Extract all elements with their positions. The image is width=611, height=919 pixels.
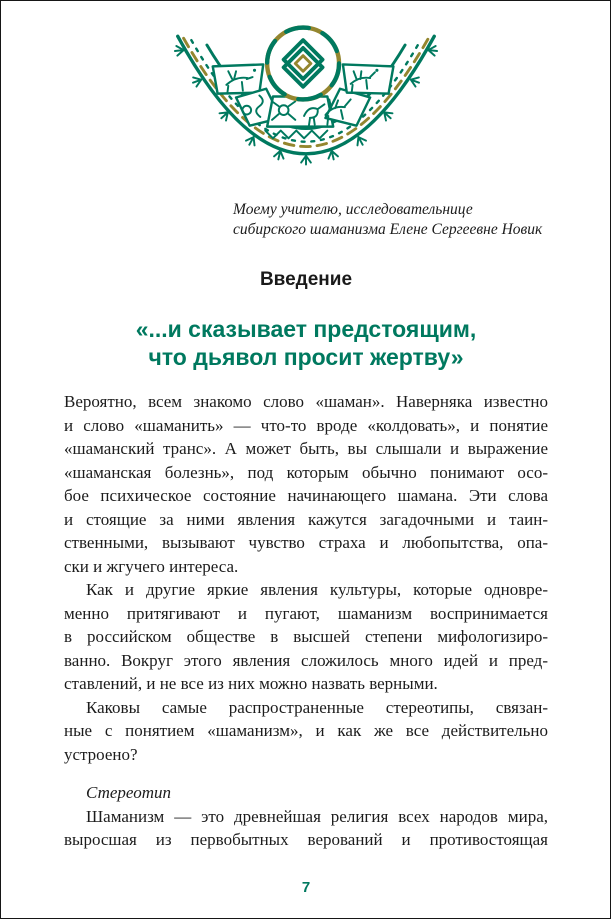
- text-line: Каковы самые распространенные стереотипы, связан-: [86, 697, 548, 717]
- section-title-line: «...и сказывает предстоящим,: [135, 316, 477, 342]
- page-number: 7: [301, 878, 311, 896]
- page-content: [1, 200, 610, 896]
- body-text: [64, 390, 548, 852]
- text-line: бое психическое состояние начинающего шамана. Эти слова: [64, 486, 548, 505]
- dedication: [233, 200, 548, 240]
- paragraph: [64, 390, 548, 578]
- text-line: «шаманская болезнь», под которым обычно понимают осо-: [64, 462, 548, 482]
- header-ornament: [170, 12, 442, 187]
- text-line: Как и другие яркие явления культуры, которые одновре-: [86, 580, 548, 599]
- text-line: ставлений, и не все из них можно назвать верными.: [64, 674, 438, 693]
- section-title: [64, 315, 548, 371]
- text-line: Шаманизм — это древнейшая религия всех народов мира,: [86, 806, 548, 826]
- paragraph: [64, 805, 548, 852]
- text-line: в российском обществе в высшей степени мифологизиро-: [64, 627, 548, 646]
- text-line: ски и жгучего интереса.: [64, 556, 239, 576]
- subheading: [64, 781, 548, 805]
- chapter-heading: Введение: [259, 269, 353, 290]
- text-line: Стереотип: [86, 783, 171, 802]
- text-line: ные с понятием «шаманизм», и как же все действительно: [64, 721, 548, 740]
- text-line: устроено?: [64, 744, 138, 764]
- text-line: выросшая из первобытных верований и противостоящая: [64, 830, 548, 849]
- text-line: Вероятно, всем знакомо слово «шаман». Наверняка известно: [64, 392, 548, 411]
- paragraph: [64, 696, 548, 767]
- dedication-line: сибирского шаманизма Елене Сергеевне Новик: [233, 221, 543, 238]
- text-line: ственными, вызывают чувство страха и любопытства, опа-: [64, 533, 548, 552]
- text-line: ванно. Вокруг этого явления сложилось много идей и пред-: [64, 650, 548, 670]
- text-line: «шаманский транс». А может быть, вы слышали и выражение: [64, 439, 548, 458]
- section-title-line: что дьявол просит жертву»: [148, 344, 464, 370]
- text-line: и слово «шаманить» — что-то вроде «колдовать», и понятие: [64, 415, 548, 435]
- shamanic-crescent-drum-ornament-icon: [170, 12, 442, 182]
- paragraph: [64, 578, 548, 696]
- text-line: менно притягивают и пугают, шаманизм воспринимается: [64, 603, 548, 623]
- dedication-line: Моему учителю, исследовательнице: [233, 201, 473, 218]
- text-line: и стоящие за ними явления кажутся загадочными и таин-: [64, 509, 548, 529]
